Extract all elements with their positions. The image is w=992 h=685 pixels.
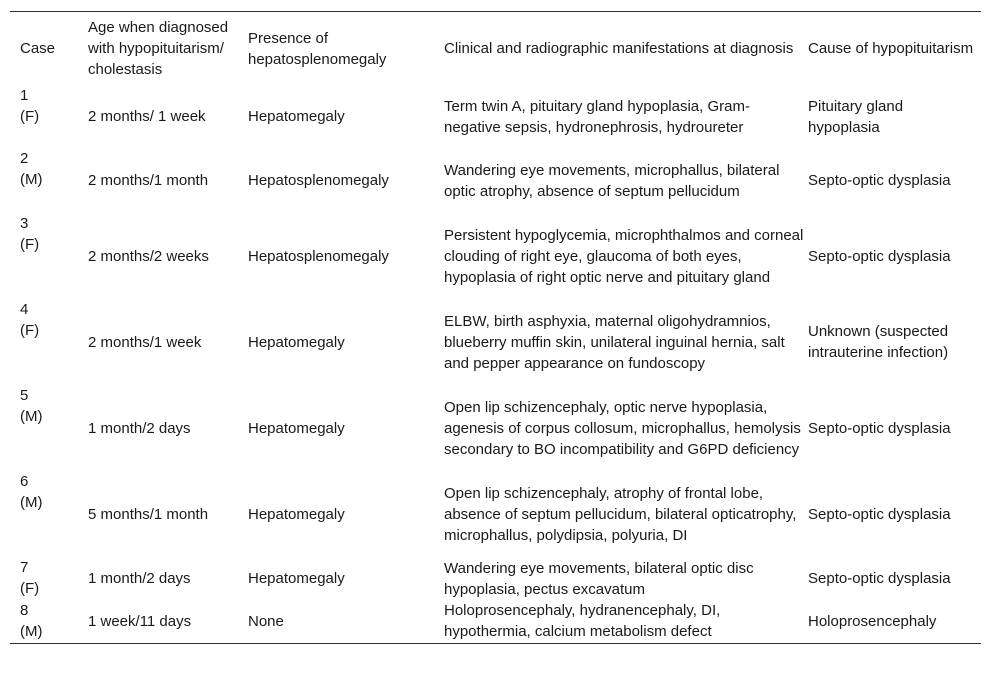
case-cell bbox=[10, 213, 88, 299]
age-cell: 2 months/1 week bbox=[88, 333, 202, 351]
header-presence: Presence of hepatosplenomegaly bbox=[248, 29, 387, 68]
case-number: 3 bbox=[20, 215, 29, 232]
table-row bbox=[10, 385, 981, 471]
cause-cell: Septo-optic dysplasia bbox=[808, 172, 951, 189]
cause-cell: Septo-optic dysplasia bbox=[808, 247, 951, 265]
age-cell: 2 months/2 weeks bbox=[88, 247, 209, 265]
age-cell: 5 months/1 month bbox=[88, 505, 209, 523]
case-number: 6 bbox=[20, 473, 29, 490]
cause-cell: Septo-optic dysplasia bbox=[808, 419, 951, 437]
age-cell: 1 week/11 days bbox=[88, 612, 192, 630]
case-number: 2 bbox=[20, 150, 29, 167]
cause-cell: Septo-optic dysplasia bbox=[808, 570, 951, 587]
presence-cell: Hepatosplenomegaly bbox=[248, 247, 389, 265]
case-number: 5 bbox=[20, 387, 29, 404]
header-cause: Cause of hypopituitarism bbox=[808, 40, 974, 57]
manifestations-cell: ELBW, birth asphyxia, maternal oligohydramnios, blueberry muffin skin, unilateral inguinal hernia, salt and pepper appearance on fundoscopy bbox=[444, 312, 785, 372]
table-row bbox=[10, 148, 981, 213]
case-sex: (M) bbox=[20, 408, 43, 425]
header-age: Age when diagnosed with hypopituitarism/ cholestasis bbox=[88, 19, 229, 78]
case-cell bbox=[10, 85, 88, 148]
age-cell: 1 month/2 days bbox=[88, 419, 191, 437]
manifestations-cell: Persistent hypoglycemia, microphthalmos and corneal clouding of right eye, glaucoma of both eyes, hypoplasia of right optic nerve and pituitary gland bbox=[444, 226, 804, 286]
case-sex: (F) bbox=[20, 322, 40, 339]
manifestations-cell: Term twin A, pituitary gland hypoplasia, Gram-negative sepsis, hydronephrosis, hydroureter bbox=[444, 97, 750, 136]
manifestations-cell: Open lip schizencephaly, atrophy of frontal lobe, absence of septum pellucidum, bilateral opticatrophy, microphallus, polydipsia, polyuria, DI bbox=[444, 484, 797, 544]
age-cell: 2 months/ 1 week bbox=[88, 108, 206, 125]
table-row bbox=[10, 471, 981, 557]
case-sex: (F) bbox=[20, 580, 40, 597]
case-cell bbox=[10, 148, 88, 213]
case-sex: (M) bbox=[20, 623, 43, 640]
presence-cell: Hepatosplenomegaly bbox=[248, 172, 389, 189]
case-cell bbox=[10, 299, 88, 385]
case-cell bbox=[10, 600, 88, 643]
cause-cell: Pituitary gland hypoplasia bbox=[808, 97, 904, 136]
case-number: 4 bbox=[20, 301, 29, 318]
presence-cell: Hepatomegaly bbox=[248, 333, 345, 351]
cause-cell: Unknown (suspected intrauterine infection) bbox=[808, 323, 949, 361]
table-row bbox=[10, 213, 981, 299]
presence-cell: Hepatomegaly bbox=[248, 419, 345, 437]
cause-cell: Septo-optic dysplasia bbox=[808, 505, 951, 523]
case-number: 1 bbox=[20, 87, 29, 104]
manifestations-cell: Holoprosencephaly, hydranencephaly, DI, hypothermia, calcium metabolism defect bbox=[444, 602, 721, 641]
age-cell: 2 months/1 month bbox=[88, 172, 209, 189]
age-cell: 1 month/2 days bbox=[88, 570, 191, 587]
case-cell bbox=[10, 471, 88, 557]
table-row bbox=[10, 299, 981, 385]
case-number: 8 bbox=[20, 602, 29, 619]
table-row bbox=[10, 557, 981, 600]
case-cell bbox=[10, 557, 88, 600]
presence-cell: Hepatomegaly bbox=[248, 505, 345, 523]
manifestations-cell: Wandering eye movements, microphallus, bilateral optic atrophy, absence of septum pellucidum bbox=[444, 161, 780, 200]
presence-cell: Hepatomegaly bbox=[248, 570, 345, 587]
presence-cell: None bbox=[248, 612, 284, 630]
header-manifestations: Clinical and radiographic manifestations at diagnosis bbox=[444, 40, 794, 57]
case-sex: (F) bbox=[20, 236, 40, 253]
table-row bbox=[10, 600, 981, 643]
manifestations-cell: Wandering eye movements, bilateral optic disc hypoplasia, pectus excavatum bbox=[444, 559, 754, 598]
table-container bbox=[10, 11, 981, 644]
case-cell bbox=[10, 385, 88, 471]
case-sex: (F) bbox=[20, 108, 40, 125]
cause-cell: Holoprosencephaly bbox=[808, 612, 937, 630]
table-row bbox=[10, 85, 981, 148]
case-number: 7 bbox=[20, 559, 29, 576]
manifestations-cell: Open lip schizencephaly, optic nerve hypoplasia, agenesis of corpus collosum, microphallus, hemolysis secondary to BO incompatibility and G6PD deficiency bbox=[444, 398, 801, 458]
case-table bbox=[10, 11, 981, 644]
table-header-row bbox=[10, 12, 981, 86]
presence-cell: Hepatomegaly bbox=[248, 108, 345, 125]
case-sex: (M) bbox=[20, 494, 43, 511]
header-case: Case bbox=[20, 40, 56, 57]
case-sex: (M) bbox=[20, 171, 43, 188]
